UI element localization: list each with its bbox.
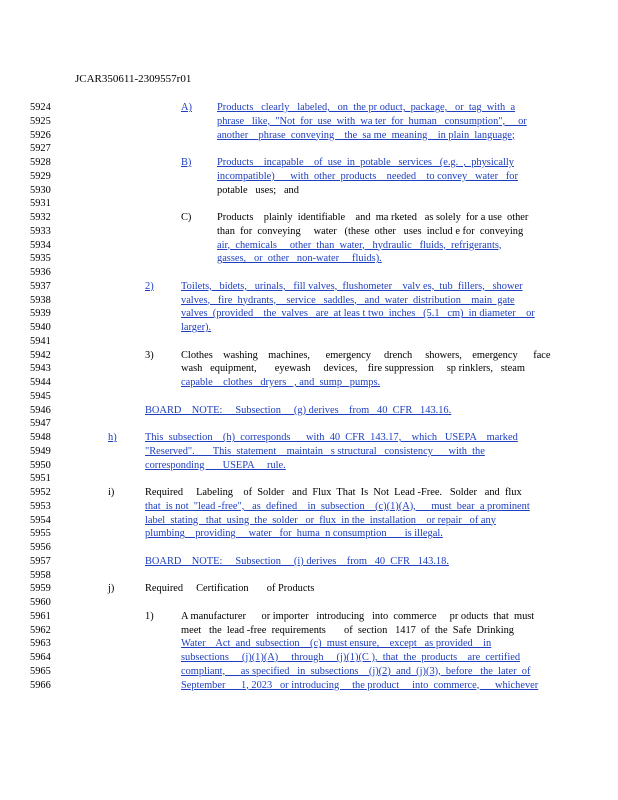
text-line: Products plainly identifiable and ma rketed as solely for a use other xyxy=(217,212,529,223)
line-number: 5924 xyxy=(30,102,51,113)
line-number: 5953 xyxy=(30,500,51,512)
text-line: valves, fire hydrants, service saddles, and water distribution main gate xyxy=(181,294,515,306)
text-line: phrase like, "Not for use with wa ter for human consumption", or xyxy=(217,115,527,127)
line-number: 5945 xyxy=(30,390,51,402)
line-number: 5950 xyxy=(30,459,51,471)
line-number: 5957 xyxy=(30,555,51,567)
line-number: 5928 xyxy=(30,157,51,168)
line-number: 5949 xyxy=(30,445,51,457)
text-line: plumbing providing water for huma n consumption is illegal. xyxy=(145,528,443,540)
line-number: 5926 xyxy=(30,129,51,141)
text-line: larger). xyxy=(181,322,212,333)
text-line: A manufacturer or importer introducing into commerce pr oducts that must xyxy=(181,610,535,622)
text-line: September 1, 2023 or introducing the product into commerce, whichever xyxy=(181,679,539,691)
text-line: "Reserved". This statement maintain s structural consistency with the xyxy=(145,445,485,457)
text-line: incompatible) with other products needed to convey water for xyxy=(217,170,518,182)
text-line: valves (provided the valves are at leas t two inches (5.1 cm) in diameter or xyxy=(181,308,535,320)
line-number: 5956 xyxy=(30,542,51,553)
text-line: Toilets, bidets, urinals, fill valves, flushometer valv es, tub fillers, shower xyxy=(181,280,523,292)
line-number: 5958 xyxy=(30,569,51,581)
line-number: 5944 xyxy=(30,377,51,388)
line-number: 5943 xyxy=(30,363,51,375)
text-line: Products incapable of use in potable services (e.g. , physically xyxy=(217,157,514,168)
line-number: 5936 xyxy=(30,267,51,278)
item-label: B) xyxy=(181,157,192,168)
line-number: 5948 xyxy=(30,432,51,443)
document-header: JCAR350611-2309557r01 xyxy=(75,73,192,85)
text-line: that is not "lead -free", as defined in subsection (c)(1)(A), must bear a prominent xyxy=(145,500,530,512)
text-line: meet the lead -free requirements of section 1417 of the Safe Drinking xyxy=(181,624,514,636)
text-line: BOARD NOTE: Subsection (g) derives from 40 CFR 143.16. xyxy=(145,404,452,416)
line-number: 5934 xyxy=(30,239,51,251)
line-number: 5942 xyxy=(30,349,51,361)
text-line: than for conveying water (these other uses includ e for conveying xyxy=(217,225,524,237)
text-line: potable uses; and xyxy=(217,184,299,196)
text-line: Clothes washing machines, emergency drench showers, emergency face xyxy=(181,349,551,361)
line-number: 5952 xyxy=(30,487,51,498)
text-line: capable clothes dryers , and sump pumps. xyxy=(181,377,381,388)
line-number: 5961 xyxy=(30,610,51,622)
text-line: Required Labeling of Solder and Flux That Is Not Lead -Free. Solder and flux xyxy=(145,487,522,498)
line-number: 5959 xyxy=(30,583,51,595)
line-number: 5947 xyxy=(30,418,51,430)
line-number: 5966 xyxy=(30,679,51,691)
line-number: 5951 xyxy=(30,473,51,485)
item-label: 1) xyxy=(145,610,154,622)
text-line: wash equipment, eyewash devices, fire suppression sp rinklers, steam xyxy=(181,363,525,375)
line-number: 5964 xyxy=(30,652,51,663)
line-number: 5937 xyxy=(30,280,51,292)
line-number: 5963 xyxy=(30,638,51,650)
line-number: 5955 xyxy=(30,528,51,540)
line-number: 5941 xyxy=(30,335,51,347)
item-label: h) xyxy=(108,432,117,443)
item-label: 3) xyxy=(145,349,154,361)
line-number: 5931 xyxy=(30,198,51,210)
line-number: 5940 xyxy=(30,322,51,333)
line-number: 5933 xyxy=(30,225,51,237)
text-line: gasses, or other non-water fluids). xyxy=(217,253,382,265)
text-line: another phrase conveying the sa me meaning in plain language; xyxy=(217,129,515,141)
line-number: 5946 xyxy=(30,404,51,416)
text-line: label stating that using the solder or flux in the installation or repair of any xyxy=(145,514,496,526)
line-number: 5935 xyxy=(30,253,51,265)
text-line: Products clearly labeled, on the pr oduct, package, or tag with a xyxy=(217,102,516,113)
line-number: 5962 xyxy=(30,624,51,636)
item-label: j) xyxy=(108,583,115,595)
text-line: This subsection (h) corresponds with 40 CFR 143.17, which USEPA marked xyxy=(145,432,518,443)
item-label: 2) xyxy=(145,280,154,292)
line-number: 5960 xyxy=(30,597,51,608)
text-line: subsections (j)(1)(A) through (j)(1)(C ), that the products are certified xyxy=(181,652,521,663)
text-line: Required Certification of Products xyxy=(145,583,315,595)
line-number: 5932 xyxy=(30,212,51,223)
line-number: 5965 xyxy=(30,665,51,677)
text-line: corresponding USEPA rule. xyxy=(145,459,286,471)
line-number: 5927 xyxy=(30,143,51,155)
line-number: 5954 xyxy=(30,514,51,526)
item-label: i) xyxy=(108,487,115,498)
line-number: 5930 xyxy=(30,184,51,196)
text-line: Water Act and subsection (c) must ensure, except as provided in xyxy=(181,638,492,650)
line-number: 5939 xyxy=(30,308,51,320)
item-label: C) xyxy=(181,212,192,223)
line-number: 5929 xyxy=(30,170,51,182)
line-number: 5925 xyxy=(30,115,51,127)
item-label: A) xyxy=(181,102,192,113)
text-line: compliant, as specified in subsections (j)(2) and (j)(3), before the later of xyxy=(181,665,531,677)
text-line: BOARD NOTE: Subsection (i) derives from 40 CFR 143.18. xyxy=(145,555,449,567)
line-number: 5938 xyxy=(30,294,51,306)
text-line: air, chemicals other than water, hydraulic fluids, refrigerants, xyxy=(217,239,502,251)
